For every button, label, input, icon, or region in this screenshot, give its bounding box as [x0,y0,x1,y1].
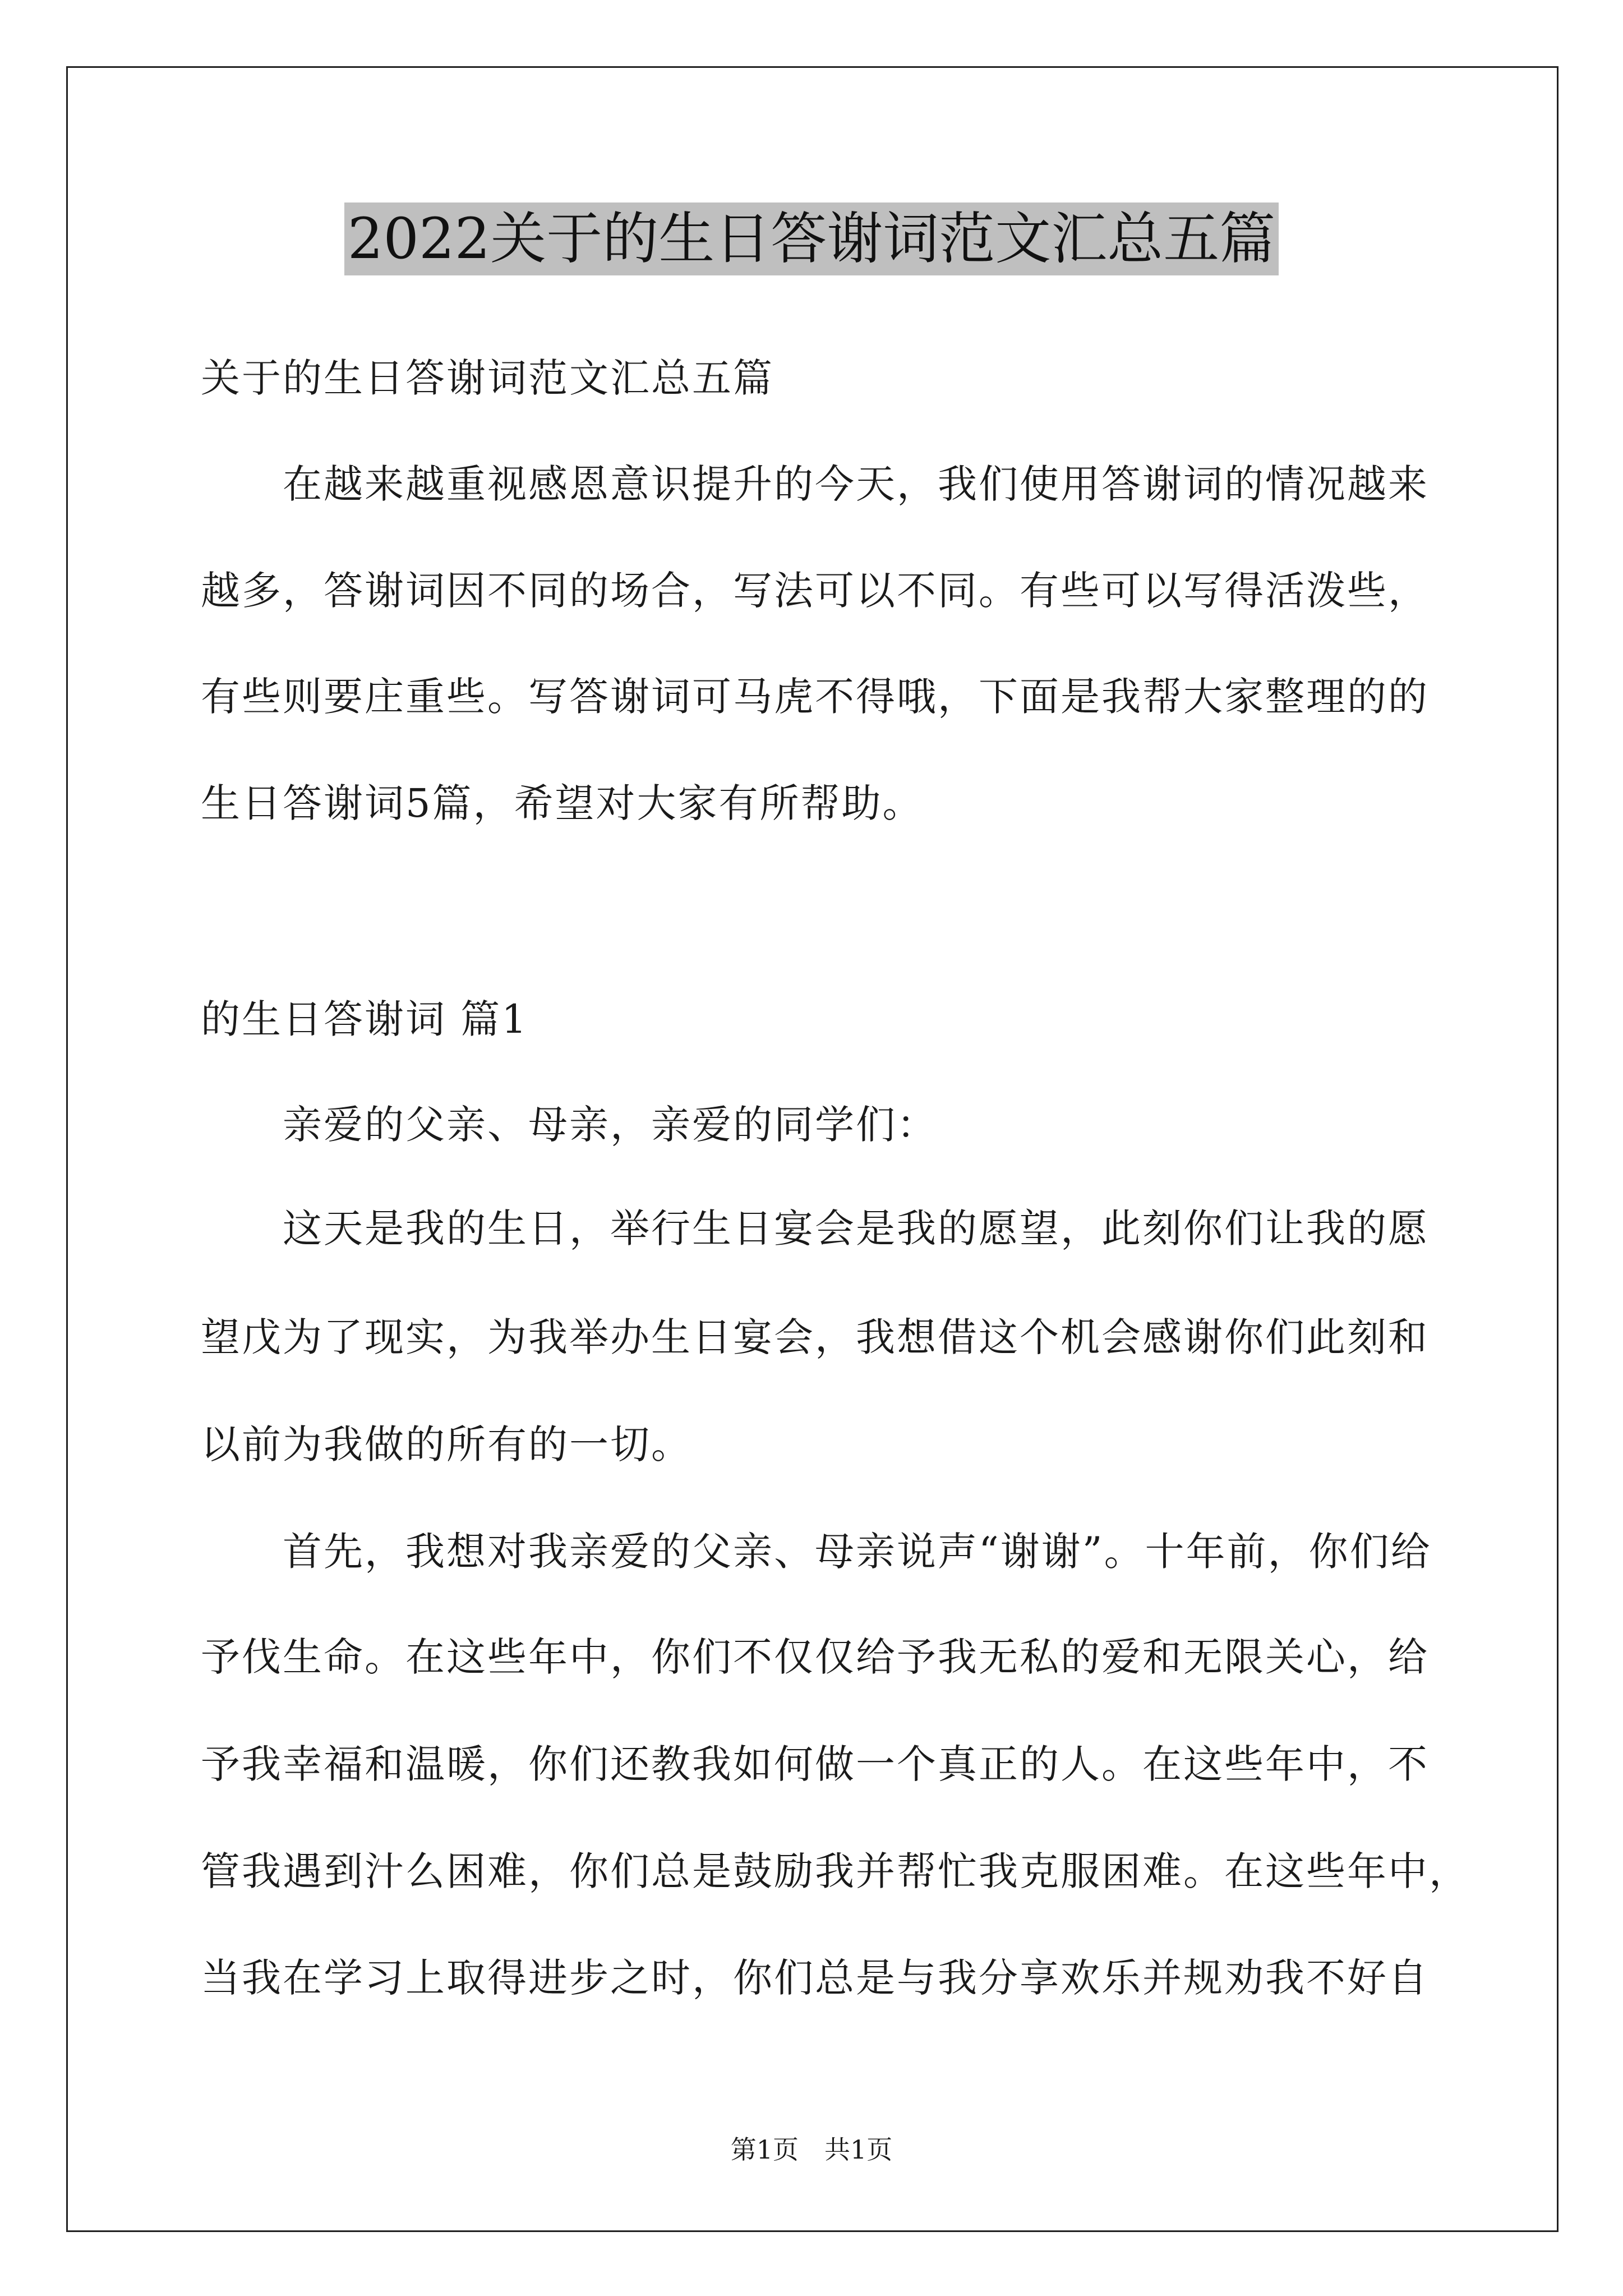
document-subtitle: 关于的生日答谢词范文汇总五篇 [201,355,774,401]
body-line: 管我遇到汁么困难，你们总是鼓励我并帮忙我克服困难。在这些年中， [201,1848,1470,1894]
body-line: 予伐生命。在这些年中，你们不仅仅给予我无私的爱和无限关心，给 [201,1634,1429,1680]
body-line: 首先，我想对我亲爱的父亲、母亲说声“谢谢”。十年前，你们给 [283,1529,1432,1575]
title-block [0,203,1623,275]
body-line: 予我幸福和温暖，你们还教我如何做一个真正的人。在这些年中，不 [201,1741,1429,1787]
body-line: 当我在学习上取得进步之时，你们总是与我分享欢乐并规劝我不好自 [201,1955,1429,2001]
section-heading: 的生日答谢词 篇1 [201,996,528,1042]
salutation: 亲爱的父亲、母亲，亲爱的同学们： [283,1102,938,1148]
intro-line: 越多，答谢词因不同的场合，写法可以不同。有些可以写得活泼些， [201,568,1429,614]
body-line: 以前为我做的所有的一切。 [201,1421,692,1467]
document-title: 2022关于的生日答谢词范文汇总五篇 [344,203,1279,275]
intro-line: 生日答谢词5篇，希望对大家有所帮助。 [201,780,924,826]
body-line: 这天是我的生日，举行生日宴会是我的愿望，此刻你们让我的愿 [283,1205,1429,1251]
page-footer: 第1页 共1页 [730,2134,893,2165]
body-line: 望戊为了现实，为我举办生日宴会，我想借这个机会感谢你们此刻和 [201,1314,1429,1360]
intro-line: 在越来越重视感恩意识提升的今天，我们使用答谢词的情况越来 [283,461,1429,507]
intro-line: 有些则要庄重些。写答谢词可马虎不得哦，下面是我帮大家整理的的 [201,674,1429,720]
